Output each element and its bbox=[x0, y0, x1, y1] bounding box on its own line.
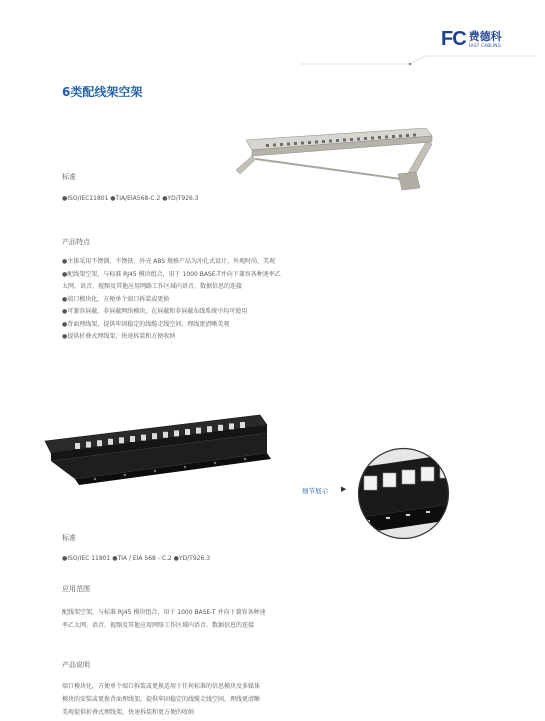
application-line: 率乙太网、语音、视频及其他应用网络工作区域内语音、数据信息的连接 bbox=[62, 622, 255, 629]
page-title: 6类配线架空架 bbox=[62, 85, 143, 99]
standard-text-2: ●ISO/IEC 11801 ●TIA / EIA 568 - C.2 ●YD/T926.3 bbox=[62, 555, 211, 562]
description-heading: 产品说明 bbox=[62, 661, 90, 669]
feature-item: ●提供折叠式理线架，快速拆装和方便收纳 bbox=[62, 333, 176, 340]
detail-closeup-image bbox=[356, 446, 451, 541]
patch-panel-black-image bbox=[35, 413, 275, 493]
feature-item: 太网、语音、视频及其他应用网路工作区域内语音、数据信息的连接 bbox=[62, 283, 243, 290]
feature-item: ●配线架空架，与标准 RJ45 模块组合，用于 1000 BASE-T并向下兼容各种速率乙 bbox=[62, 270, 281, 278]
features-heading: 产品特点 bbox=[62, 238, 90, 246]
application-line: 配线架空架，与标准 RJ45 模块组合，用于 1000 BASE-T 并向下兼容各种速 bbox=[62, 609, 266, 616]
application-paragraph bbox=[62, 606, 362, 632]
description-line: 模块的安装或更换背面理线架，提供牢固稳定的线缆走线空间，理线更清晰 bbox=[62, 696, 261, 703]
logo-chinese-name: 费德科 bbox=[468, 30, 502, 43]
logo-mark: FC bbox=[441, 28, 466, 50]
header-divider-line bbox=[300, 48, 536, 66]
description-line: 端口模块化，方便单个端口拆装或更换适用于任何标准的信息模块及多媒体 bbox=[62, 683, 261, 690]
feature-item: ●可兼容屏蔽、非屏蔽网络模块，在屏蔽和非屏蔽布线系统中均可使用 bbox=[62, 308, 248, 315]
standard-heading: 标准 bbox=[62, 173, 76, 181]
standard-heading-2: 标准 bbox=[62, 534, 76, 542]
feature-item: ●背面理线架，提供牢固稳定的线缆走线空间，理线更清晰美观 bbox=[62, 320, 230, 328]
feature-item: ●主体采用不锈钢、不锈铁，外壳 ABS 规格产品为冲孔式设计，外观时尚、美观 bbox=[62, 258, 275, 265]
logo-english-name: FAST CABLING bbox=[468, 43, 501, 48]
standard-text: ●ISO/IEC11801 ●TIA/EIA568-C.2 ●YD/T926.3 bbox=[62, 195, 199, 202]
features-list bbox=[62, 256, 281, 344]
logo-text bbox=[469, 31, 502, 48]
application-heading: 应用范围 bbox=[62, 585, 90, 593]
detail-label: 细节展示 bbox=[302, 487, 328, 495]
feature-item: ●端口模块化，方便单个端口拆装或更换 bbox=[62, 295, 170, 303]
description-paragraph bbox=[62, 680, 362, 719]
detail-arrow-icon: ▶ bbox=[341, 485, 347, 493]
patch-panel-silver-image bbox=[226, 128, 436, 192]
description-line: 美观提供折叠式理线架，快速拆装和更方便的收纳 bbox=[62, 709, 195, 716]
